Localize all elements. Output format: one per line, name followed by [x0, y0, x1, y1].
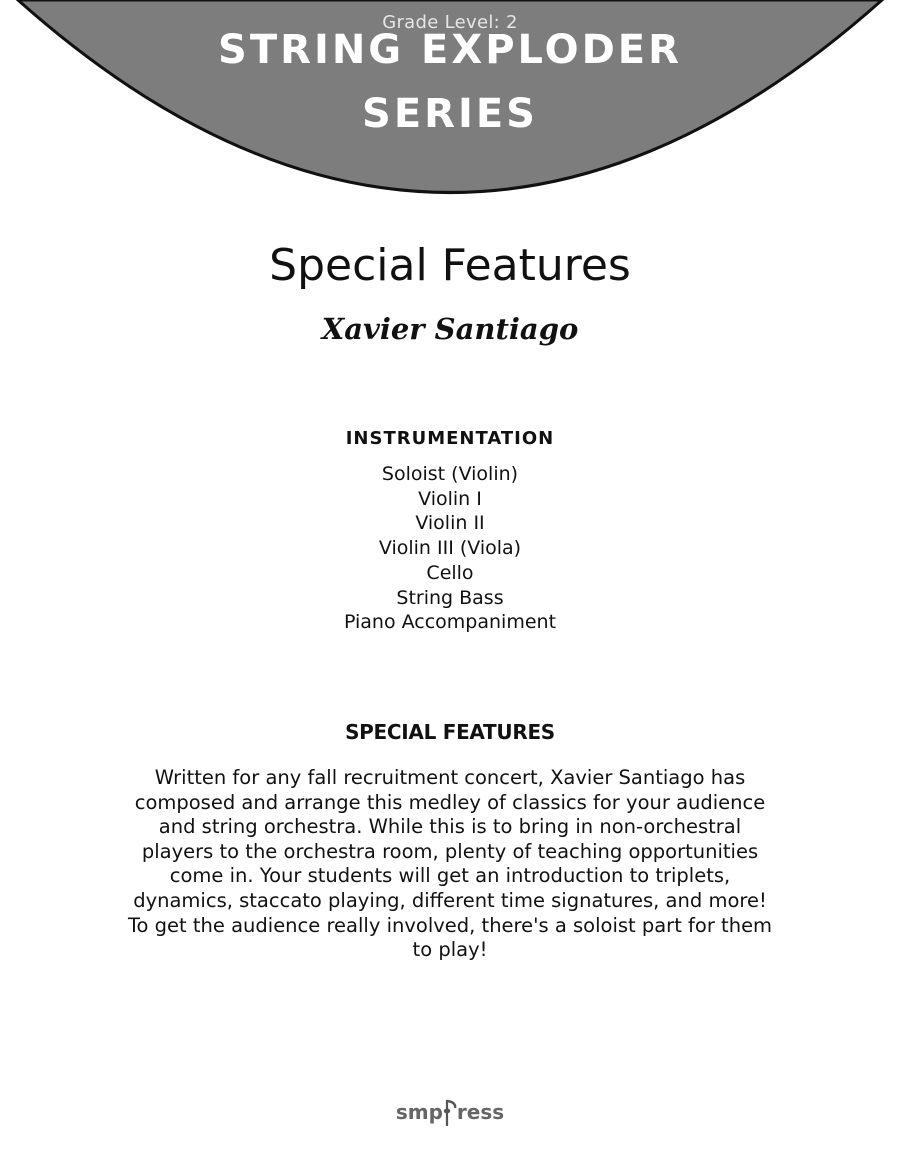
instrument-item: Cello — [426, 561, 474, 584]
instrument-item: Piano Accompaniment — [343, 611, 557, 634]
composer-name: Xavier Santiago — [321, 312, 579, 346]
piece-title: Special Features — [269, 240, 631, 291]
instrument-item: Violin III (Viola) — [378, 537, 522, 560]
special-features-description: Written for any fall recruitment concert, Xavier Santiago has composed and arrange this medley of classics for your audience and string orchestra. While this is to bring in non-orchestral players to the orchestra room, plenty of teaching opportunities come in. Your students will get an introduction to triplets, dynamics, staccato playing, different time signatures, and more! To get the audience really involved, there's a soloist part for them to play! — [127, 766, 773, 962]
series-title-line1: STRING EXPLODER — [218, 27, 682, 73]
instrument-item: Soloist (Violin) — [381, 463, 519, 485]
instrument-item: String Bass — [396, 586, 504, 609]
publisher-name-prefix: smp — [395, 1100, 443, 1124]
special-features-heading: SPECIAL FEATURES — [345, 720, 555, 744]
grade-level: Grade Level: 2 — [382, 12, 518, 33]
instrument-item: Violin I — [418, 487, 482, 510]
publisher-logo — [0, 1098, 900, 1128]
series-title-line2: SERIES — [362, 91, 538, 137]
music-note-icon — [443, 1098, 457, 1128]
instrument-item: Violin II — [415, 512, 485, 535]
publisher-name-suffix: ress — [456, 1100, 505, 1124]
instrumentation-list — [0, 462, 900, 635]
instrumentation-heading: INSTRUMENTATION — [345, 428, 555, 449]
